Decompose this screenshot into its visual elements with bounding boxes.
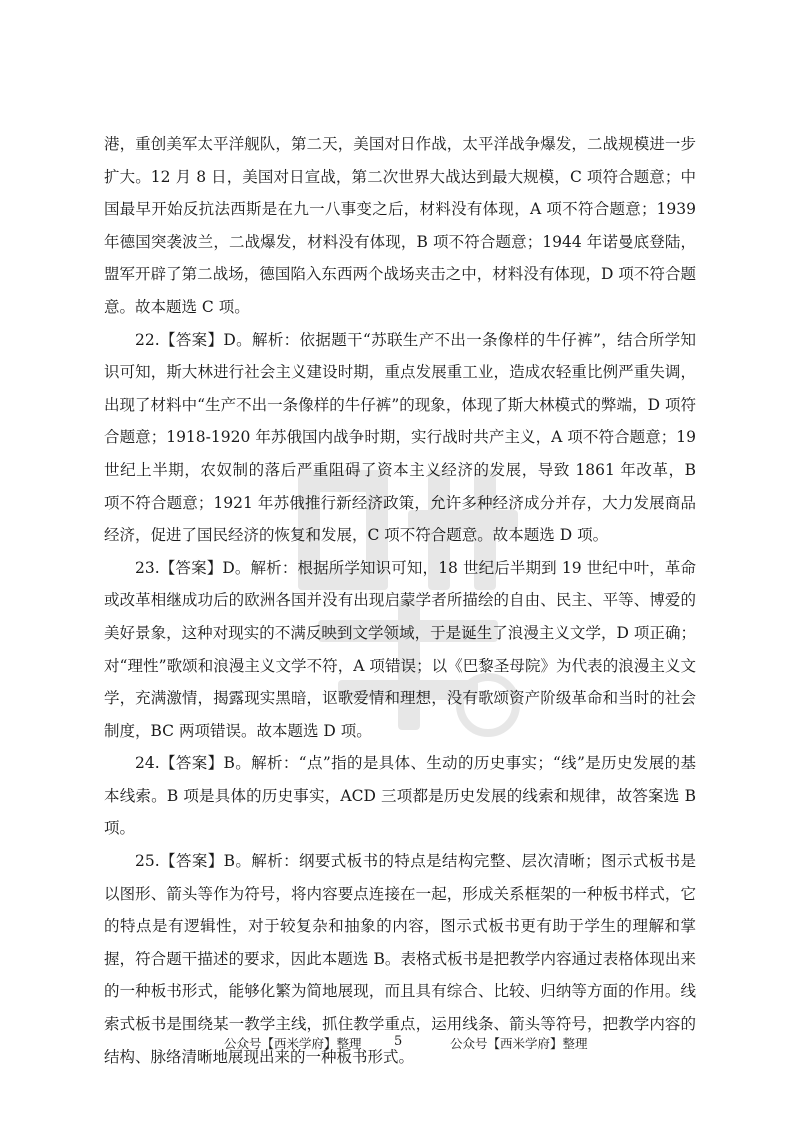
document-body: [104, 128, 696, 1073]
paragraph-continuation: 港，重创美军太平洋舰队，第二天，美国对日作战，太平洋战争爆发，二战规模进一步扩大。12 月 8 日，美国对日宣战，第二次世界大战达到最大规模，C 项符合题意；中国最早开始反抗法西斯是在九一八事变之后，材料没有体现，A 项不符合题意；1939 年德国突袭波兰，二战爆发，材料没有体现，B 项不符合题意；1944 年诺曼底登陆，盟军开辟了第二战场，德国陷入东西两个战场夹击之中，材料没有体现，D 项不符合题意。故本题选 C 项。: [104, 135, 696, 316]
footer-left-note: 公众号【西米学府】整理: [224, 1036, 362, 1051]
paragraph-answer-25: 25.【答案】B。解析：纲要式板书的特点是结构完整、层次清晰；图示式板书是以图形、箭头等作为符号，将内容要点连接在一起，形成关系框架的一种板书样式，它的特点是有逻辑性，对于较复杂和抽象的内容，图示式板书更有助于学生的理解和掌握，符合题干描述的要求，因此本题选 B。表格式板书是把教学内容通过表格体现出来的一种板书形式，能够化繁为简地展现，而且具有综合、比较、归纳等方面的作用。线索式板书是围绕某一教学主线，抓住教学重点，运用线条、箭头等符号，把教学内容的结构、脉络清晰地展现出来的一种板书形式。: [104, 852, 696, 1066]
footer-right-note: 公众号【西米学府】整理: [450, 1036, 588, 1051]
paragraph-answer-23: 23.【答案】D。解析：根据所学知识可知，18 世纪后半期到 19 世纪中叶，革命或改革相继成功后的欧洲各国并没有出现启蒙学者所描绘的自由、民主、平等、博爱的美好景象，这种对现实的不满反映到文学领域，于是诞生了浪漫主义文学，D 项正确；对“理性”歌颂和浪漫主义文学不符，A 项错误；以《巴黎圣母院》为代表的浪漫主义文学，充满激情，揭露现实黑暗，讴歌爱情和理想，没有歌颂资产阶级革命和当时的社会制度，BC 两项错误。故本题选 D 项。: [104, 558, 696, 740]
paragraph-answer-24: 24.【答案】B。解析：“点”指的是具体、生动的历史事实；“线”是历史发展的基本线索。B 项是具体的历史事实，ACD 三项都是历史发展的线索和规律，故答案选 B 项。: [104, 754, 696, 838]
paragraph-answer-22: 22.【答案】D。解析：依据题干“苏联生产不出一条像样的牛仔裤”，结合所学知识可知，斯大林进行社会主义建设时期，重点发展重工业，造成农轻重比例严重失调，出现了材料中“生产不出一条像样的牛仔裤”的现象，体现了斯大林模式的弊端，D 项符合题意；1918-1920 年苏俄国内战争时期，实行战时共产主义，A 项不符合题意；19 世纪上半期，农奴制的落后严重阻碍了资本主义经济的发展，导致 1861 年改革，B 项不符合题意；1921 年苏俄推行新经济政策，允许多种经济成分并存，大力发展商品经济，促进了国民经济的恢复和发展，C 项不符合题意。故本题选 D 项。: [104, 330, 696, 545]
page-footer: [0, 1034, 800, 1056]
page-number: 5: [394, 1034, 403, 1049]
